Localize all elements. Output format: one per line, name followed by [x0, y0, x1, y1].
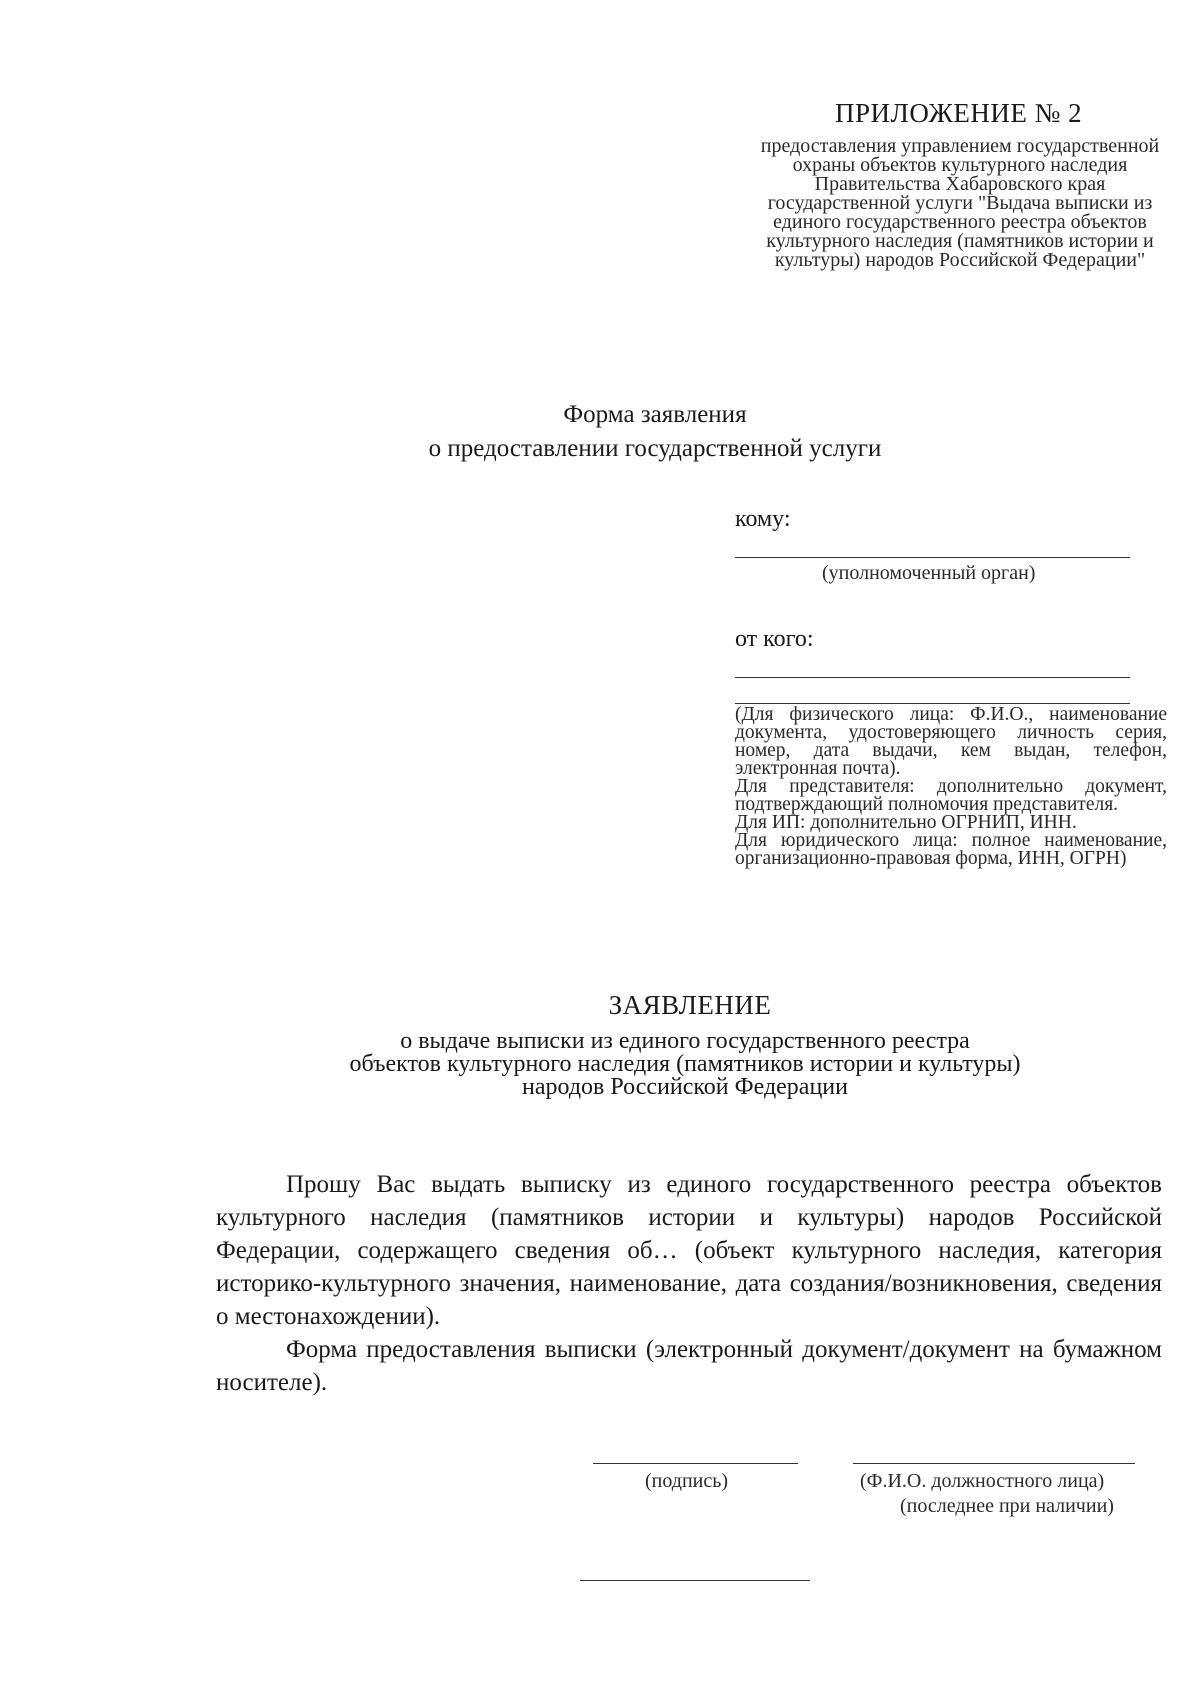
note-individual: (Для физического лица: Ф.И.О., наименование документа, удостоверяющего личность серия, номер, дата выдачи, кем выдан, телефон, электронная почта). — [735, 704, 1167, 779]
statement-subtitle-line1: о выдаче выписки из единого государственного реестра — [400, 1028, 970, 1054]
recipient-line — [735, 557, 1130, 558]
annex-title: ПРИЛОЖЕНИЕ № 2 — [835, 98, 1083, 128]
statement-title: ЗАЯВЛЕНИЕ — [608, 990, 772, 1020]
note-representative: Для представителя: дополнительно документ, подтверждающий полномочия представителя. — [735, 776, 1167, 815]
applicant-note — [735, 706, 1167, 868]
statement-body — [216, 1168, 1162, 1399]
form-heading-line1: Форма заявления — [563, 401, 747, 428]
statement-subtitle-line2: объектов культурного наследия (памятников истории и культуры) — [349, 1051, 1021, 1077]
sender-line-1 — [735, 677, 1130, 678]
note-entrepreneur: Для ИП: дополнительно ОГРНИП, ИНН. — [735, 812, 1077, 833]
statement-subtitle-line3: народов Российской Федерации — [522, 1074, 848, 1100]
statement-paragraph-2: Форма предоставления выписки (электронный документ/документ на бумажном носителе). — [216, 1336, 1162, 1396]
name-line — [853, 1463, 1135, 1464]
note-legal-entity: Для юридического лица: полное наименование, организационно-правовая форма, ИНН, ОГРН) — [735, 830, 1167, 869]
statement-subtitle — [0, 1030, 1200, 1099]
recipient-hint: (уполномоченный орган) — [822, 562, 1036, 584]
name-caption-line2: (последнее при наличии) — [900, 1495, 1114, 1517]
signature-line — [593, 1463, 798, 1464]
recipient-label: кому: — [735, 506, 791, 532]
statement-paragraph-1: Прошу Вас выдать выписку из единого государственного реестра объектов культурного наследия (памятников истории и культуры) народов Российской Федерации, содержащего сведения об… (объект культурного наследия, категория историко-культурного значения, наименование, дата создания/возникновения, сведения о местонахождении). — [216, 1171, 1162, 1330]
annex-text: предоставления управлением государственной охраны объектов культурного наследия Правительства Хабаровского края государственной услуги "Выдача выписки из единого государственного реестра объектов культурного наследия (памятников истории и культуры) народов Российской Федерации" — [760, 135, 1160, 271]
signature-caption: (подпись) — [645, 1470, 729, 1492]
name-caption-line1: (Ф.И.О. должностного лица) — [860, 1470, 1105, 1492]
annex-block — [760, 98, 1160, 270]
date-line — [580, 1580, 810, 1581]
form-heading-line2: о предоставлении государственной услуги — [428, 435, 882, 462]
sender-label: от кого: — [735, 626, 814, 652]
